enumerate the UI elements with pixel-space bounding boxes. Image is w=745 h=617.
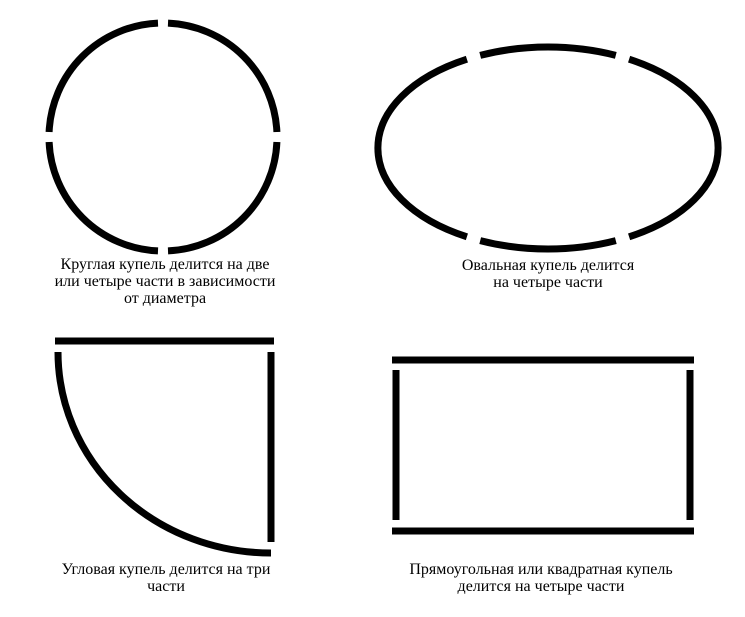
caption-line: Круглая купель делится на две <box>60 256 270 273</box>
corner-pool-front-arc <box>58 352 271 553</box>
caption-line: Овальная купель делится <box>461 257 635 274</box>
round-pool-arc-top-right <box>168 23 277 132</box>
round-pool-arc-bottom-right <box>168 142 277 251</box>
round-pool-caption <box>25 256 305 307</box>
rectangular-pool-shape <box>392 360 694 531</box>
rectangular-pool-caption <box>371 561 711 595</box>
corner-pool-shape <box>55 341 274 553</box>
caption-line: или четыре части в зависимости <box>54 273 276 290</box>
caption-line: Угловая купель делится на три <box>61 561 271 578</box>
caption-line: от диаметра <box>123 290 207 307</box>
caption-line: части <box>147 578 185 595</box>
caption-line: на четыре части <box>493 274 603 291</box>
corner-pool-caption <box>26 561 306 595</box>
oval-pool-arc-right <box>629 59 718 237</box>
oval-pool-shape <box>378 47 718 249</box>
round-pool-shape <box>49 23 277 251</box>
caption-line: делится на четыре части <box>457 578 625 595</box>
caption-line: Прямоугольная или квадратная купель <box>409 561 673 578</box>
oval-pool-arc-bottom <box>480 241 616 249</box>
oval-pool-caption <box>408 257 688 291</box>
oval-pool-arc-left <box>378 59 467 237</box>
round-pool-arc-bottom-left <box>49 142 158 251</box>
oval-pool-arc-top <box>480 47 616 55</box>
round-pool-arc-top-left <box>49 23 158 132</box>
